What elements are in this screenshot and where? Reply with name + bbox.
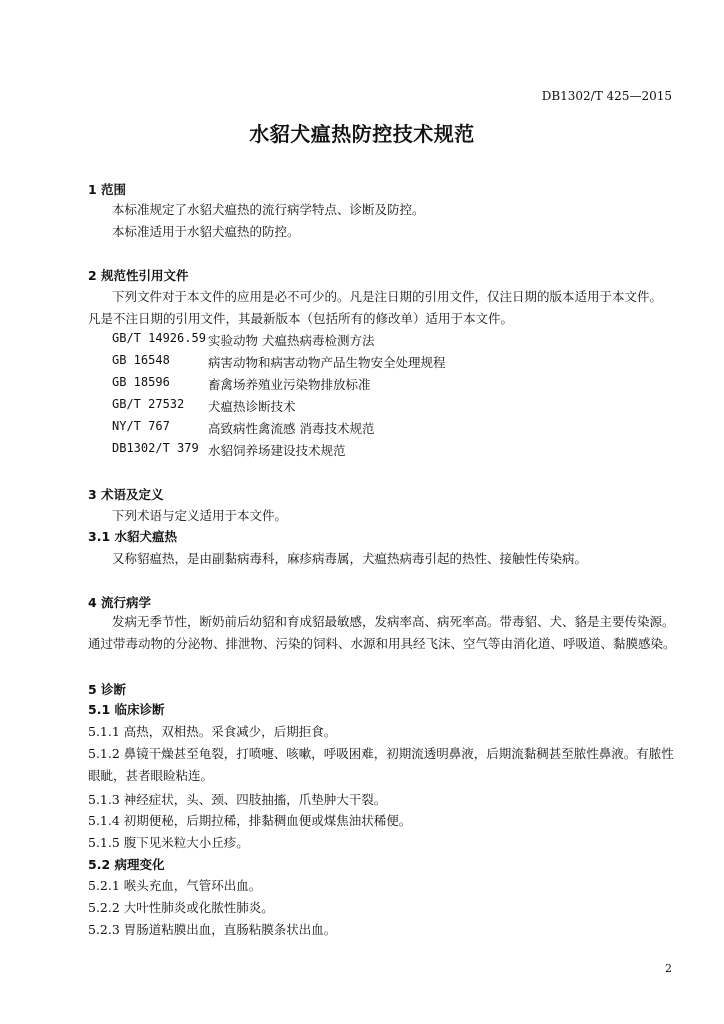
ref-title: 水貂饲养场建设技术规范: [208, 443, 346, 458]
section-5-1-heading: 5.1 临床诊断: [88, 702, 165, 717]
section-2-intro-line-1: 下列文件对于本文件的应用是必不可少的。凡是注日期的引用文件，仅注日期的版本适用于本文件。: [112, 289, 663, 304]
item-5-1-1: 5.1.1 高热，双相热。采食减少，后期拒食。: [88, 724, 337, 739]
ref-title: 犬瘟热诊断技术: [208, 399, 296, 414]
item-5-1-5: 5.1.5 腹下见米粒大小丘疹。: [88, 835, 249, 850]
section-2-heading: 2 规范性引用文件: [88, 268, 189, 283]
standard-number: DB1302/T 425—2015: [541, 89, 672, 103]
ref-code: GB 16548: [112, 353, 170, 367]
section-1-paragraph-2: 本标准适用于水貂犬瘟热的防控。: [112, 224, 300, 239]
section-3-1-heading: 3.1 水貂犬瘟热: [88, 529, 177, 544]
section-1-heading: 1 范围: [88, 182, 127, 197]
page-number: 2: [665, 962, 672, 975]
section-3-intro: 下列术语与定义适用于本文件。: [112, 508, 288, 523]
item-5-2-3: 5.2.3 胃肠道粘膜出血，直肠粘膜条状出血。: [88, 922, 337, 937]
ref-title: 畜禽场养殖业污染物排放标准: [208, 377, 371, 392]
ref-title: 高致病性禽流感 消毒技术规范: [208, 421, 375, 436]
section-1-paragraph-1: 本标准规定了水貂犬瘟热的流行病学特点、诊断及防控。: [112, 202, 425, 217]
ref-code: GB 18596: [112, 375, 170, 389]
section-5-2-heading: 5.2 病理变化: [88, 857, 165, 872]
item-5-1-2-line-2: 眼眦，甚者眼睑粘连。: [88, 768, 214, 783]
ref-title: 病害动物和病害动物产品生物安全处理规程: [208, 355, 446, 370]
ref-code: DB1302/T 379: [112, 441, 199, 455]
document-title: 水貂犬瘟热防控技术规范: [249, 122, 475, 146]
item-5-2-1: 5.2.1 喉头充血，气管环出血。: [88, 878, 262, 893]
section-3-heading: 3 术语及定义: [88, 487, 164, 502]
item-5-2-2: 5.2.2 大叶性肺炎或化脓性肺炎。: [88, 900, 274, 915]
ref-code: GB/T 14926.59: [112, 331, 206, 345]
section-5-heading: 5 诊断: [88, 682, 127, 697]
item-5-1-4: 5.1.4 初期便秘，后期拉稀，排黏稠血便或煤焦油状稀便。: [88, 813, 412, 828]
section-2-intro-line-2: 凡是不注日期的引用文件，其最新版本（包括所有的修改单）适用于本文件。: [88, 311, 514, 326]
section-4-line-1: 发病无季节性，断奶前后幼貂和育成貂最敏感，发病率高、病死率高。带毒貂、犬、貉是主要传染源。: [112, 614, 675, 629]
item-5-1-3: 5.1.3 神经症状，头、颈、四肢抽搐，爪垫肿大干裂。: [88, 792, 387, 807]
ref-title: 实验动物 犬瘟热病毒检测方法: [208, 333, 375, 348]
ref-code: NY/T 767: [112, 419, 170, 433]
item-5-1-2-line-1: 5.1.2 鼻镜干燥甚至龟裂，打喷嚏、咳嗽，呼吸困难，初期流透明鼻液，后期流黏稠甚至脓性鼻液。有脓性: [88, 746, 674, 761]
section-3-1-text: 又称貂瘟热，是由副黏病毒科，麻疹病毒属，犬瘟热病毒引起的热性、接触性传染病。: [112, 551, 588, 566]
ref-code: GB/T 27532: [112, 397, 185, 411]
section-4-heading: 4 流行病学: [88, 595, 152, 610]
section-4-line-2: 通过带毒动物的分泌物、排泄物、污染的饲料、水源和用具经飞沫、空气等由消化道、呼吸道、黏膜感染。: [88, 636, 676, 651]
